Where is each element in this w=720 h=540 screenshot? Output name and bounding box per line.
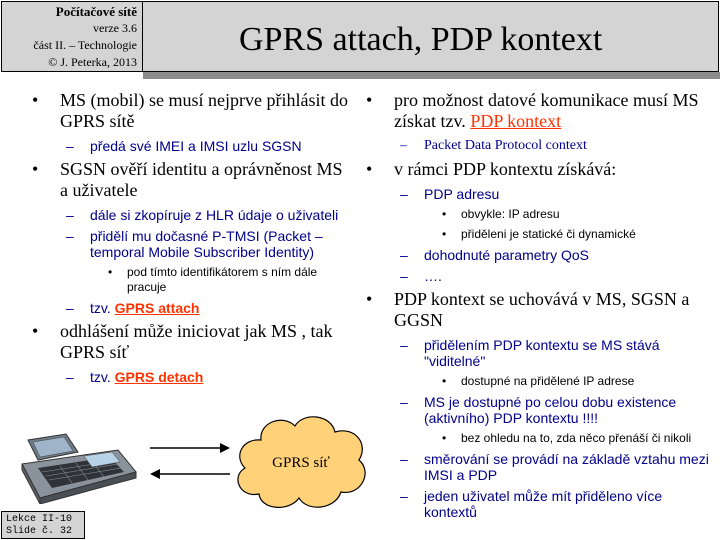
attach-prefix: tzv. [90,300,111,316]
sub-pdp-address: – PDP adresu [398,186,712,202]
gprs-network-label: GPRS síť [272,455,330,471]
course-part: část II. – Technologie [33,38,137,52]
left-column [28,90,350,390]
bullet-pdp-needed [362,90,712,132]
gprs-attach-link[interactable]: GPRS attach [114,300,200,316]
sub-hlr-copy: – dále si zkopíruje z HLR údaje o uživateli [64,207,350,223]
sub-visible: – přidělením PDP kontextu se MS stává "viditelné" [398,337,712,369]
sub-ptmsi: – přidělí mu dočasné P-TMSI (Packet – temporal Mobile Subscriber Identity) [64,228,350,260]
sub-qos: – dohodnuté parametry QoS [398,247,712,263]
pdp-needed-text: pro možnost datové komunikace musí MS získat tzv. [394,90,699,131]
bullet-logout: • odhlášení může iniciovat jak MS , tak GPRS síť [28,321,350,363]
slide-title: GPRS attach, PDP kontext [239,21,603,58]
sub-reachable-ip: • dostupné na přidělené IP adrese [438,374,712,389]
sub-regardless: • bez ohledu na to, zda něco přenáší či nikoli [438,431,712,446]
lecture-number: Lekce II-10 [6,514,73,525]
detach-prefix: tzv. [90,369,111,385]
slide-number: Slide č. 32 [6,526,73,537]
title-shadow [143,72,720,79]
course-author: © J. Peterka, 2013 [48,55,137,69]
sub-routing: – směrování se provádí na základě vztahu mezi IMSI a PDP [398,451,712,483]
gprs-detach-link[interactable]: GPRS detach [114,369,204,385]
bullet-sgsn-verify: • SGSN ověří identitu a oprávněnost MS a uživatele [28,159,350,201]
course-name: Počítačové sítě [55,4,137,19]
bidirectional-arrows-icon [148,438,232,486]
sub-ip-address: • obvykle: IP adresu [438,207,712,222]
sub-static-dynamic: • přiděleni je statické či dynamické [438,227,712,242]
sub-gprs-detach [64,369,350,385]
bullet-pdp-gets: • v rámci PDP kontextu získává: [362,159,712,180]
course-version: verze 3.6 [93,21,137,35]
sub-ellipsis: – …. [398,268,712,284]
sub-identifier-note: • pod tímto identifikátorem s ním dále pracuje [104,265,350,295]
course-info-box [1,1,143,72]
bullet-pdp-stored: • PDP kontext se uchovává v MS, SGSN a GGSN [362,289,712,331]
bullet-login: • MS (mobil) se musí nejprve přihlásit do GPRS sítě [28,90,350,132]
right-column [362,90,712,525]
sub-imei-imsi: – předá své IMEI a IMSI uzlu SGSN [64,138,350,154]
sub-always-reachable: – MS je dostupné po celou dobu existence (aktivního) PDP kontextu !!!! [398,394,712,426]
sub-pdp-definition: – Packet Data Protocol context [398,138,712,154]
title-bar [143,1,719,72]
sub-multiple-contexts: – jeden uživatel může mít přiděleno více kontextů [398,488,712,520]
slide-footer [1,511,85,539]
communicator-phone-icon [20,432,140,504]
pdp-context-link[interactable]: PDP kontext [470,111,562,131]
sub-gprs-attach [64,300,350,316]
